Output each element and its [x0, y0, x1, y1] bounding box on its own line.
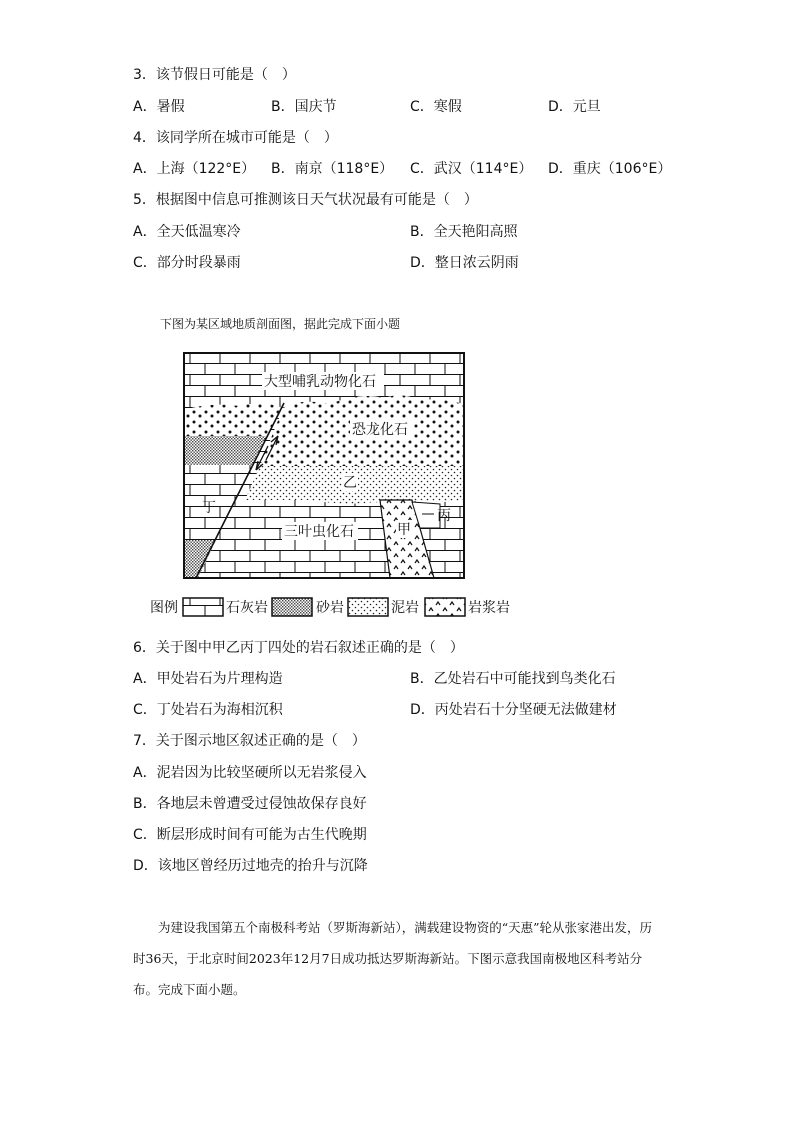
- passage-text: 为建设我国第五个南极科考站（罗斯海新站），满载建设物资的“天惠”轮从张家港出发，历时36天，于北京时间2023年12月7日成功抵达罗斯海新站。下图示意我国南极地区科考站分布。完成下面小题。: [133, 920, 653, 997]
- label-mammal-fossil: 大型哺乳动物化石: [264, 374, 376, 390]
- q6-option-d[interactable]: D．丙处岩石十分坚硬无法做建材: [410, 702, 617, 718]
- q4-option-d[interactable]: D．重庆（106°E）: [548, 161, 672, 177]
- question-4-stem: 4．该同学所在城市可能是（ ）: [133, 130, 338, 146]
- q3-option-b[interactable]: B．国庆节: [271, 99, 337, 115]
- q3-option-c[interactable]: C．寒假: [410, 99, 462, 115]
- left-mudstone-layer: [184, 403, 283, 436]
- label-bing: 丙: [437, 508, 451, 524]
- q6-option-b[interactable]: B．乙处岩石中可能找到鸟类化石: [410, 671, 616, 687]
- question-6-stem: 6．关于图中甲乙丙丁四处的岩石叙述正确的是（ ）: [133, 640, 464, 656]
- q5-option-a[interactable]: A．全天低温寒冷: [133, 224, 241, 240]
- q7-option-b[interactable]: B．各地层未曾遭受过侵蚀故保存良好: [133, 796, 367, 812]
- q5-option-d[interactable]: D．整日浓云阴雨: [410, 255, 519, 271]
- legend-mudstone-swatch: [348, 598, 388, 616]
- legend-magma-swatch: [425, 598, 465, 616]
- legend-limestone-label: 石灰岩: [226, 600, 268, 616]
- q3-option-a[interactable]: A．暑假: [133, 99, 185, 115]
- label-dinosaur-fossil: 恐龙化石: [352, 422, 408, 438]
- q4-option-c[interactable]: C．武汉（114°E）: [410, 161, 533, 177]
- label-yi: 乙: [343, 475, 357, 491]
- figure-caption: 下图为某区域地质剖面图，据此完成下面小题: [160, 317, 401, 331]
- q7-option-a[interactable]: A．泥岩因为比较坚硬所以无岩浆侵入: [133, 765, 367, 781]
- legend-magma-label: 岩浆岩: [468, 600, 510, 616]
- question-5-stem: 5．根据图中信息可推测该日天气状况最有可能是（ ）: [133, 192, 478, 208]
- q4-option-a[interactable]: A．上海（122°E）: [133, 161, 256, 177]
- legend-mudstone-label: 泥岩: [391, 600, 419, 616]
- q5-option-c[interactable]: C．部分时段暴雨: [133, 255, 241, 271]
- left-sandstone-layer: [184, 436, 266, 465]
- label-trilobite-fossil: 三叶虫化石: [284, 524, 354, 540]
- q3-option-d[interactable]: D．元旦: [548, 99, 601, 115]
- q7-option-c[interactable]: C．断层形成时间有可能为古生代晚期: [133, 827, 367, 843]
- question-7-stem: 7．关于图示地区叙述正确的是（ ）: [133, 733, 366, 749]
- label-jia: 甲: [397, 522, 411, 538]
- legend-sandstone-label: 砂岩: [316, 600, 344, 616]
- legend-title: 图例: [150, 600, 178, 616]
- legend-sandstone-swatch: [272, 598, 312, 616]
- question-3-stem: 3．该节假日可能是（ ）: [133, 67, 296, 83]
- legend-limestone-swatch: [183, 598, 223, 616]
- q7-option-d[interactable]: D．该地区曾经历过地壳的抬升与沉降: [133, 858, 368, 874]
- q6-option-c[interactable]: C．丁处岩石为海相沉积: [133, 702, 283, 718]
- label-ding: 丁: [202, 500, 216, 516]
- q4-option-b[interactable]: B．南京（118°E）: [271, 161, 394, 177]
- q5-option-b[interactable]: B．全天艳阳高照: [410, 224, 518, 240]
- q6-option-a[interactable]: A．甲处岩石为片理构造: [133, 671, 283, 687]
- geology-cross-section: [0, 345, 794, 645]
